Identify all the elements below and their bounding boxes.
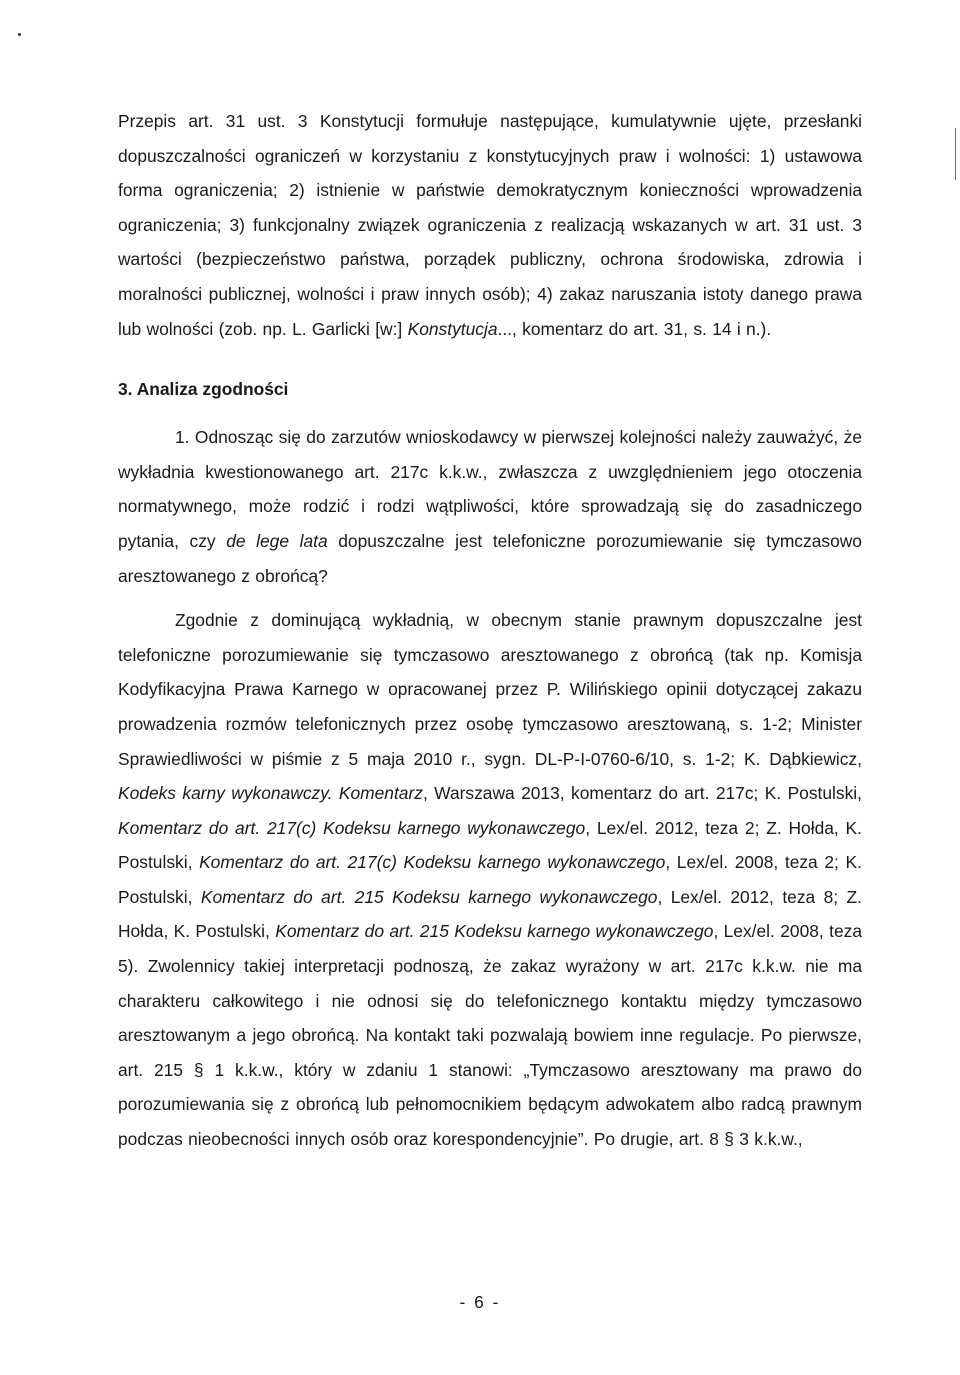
scan-artifact-dot [18,33,21,36]
page-number: - 6 - [459,1292,501,1312]
text-run: Przepis art. 31 ust. 3 Konstytucji formułuje następujące, kumulatywnie ujęte, przesłanki dopuszczalności ograniczeń w korzystaniu z konstytucyjnych praw i wolności: 1) ustawowa forma ograniczenia; 2) istnienie w państwie demokratycznym konieczności wprowadzenia ograniczenia; 3) funkcjonalny związek ograniczenia z realizacją wskazanych w art. 31 ust. 3 wartości (bezpieczeństwo państwa, porządek publiczny, ochrona środowiska, zdrowia i moralności publicznej, wolności i praw innych osób); 4) zakaz naruszania istoty danego prawa lub wolności (zob. np. L. Garlicki [w:] [118,111,862,339]
text-run: , Lex/el. 2012, teza 2; Z. Hołda, K. Postulski, [118,817,862,873]
italic-citation: Komentarz do art. 215 Kodeksu karnego wykonawczego [200,886,658,907]
text-run: ..., komentarz do art. 31, s. 14 i n.). [497,318,772,339]
section-heading: 3. Analiza zgodności [118,379,289,400]
text-run: Zgodnie z dominującą wykładnią, w obecnym stanie prawnym dopuszczalne jest telefoniczne porozumiewanie się tymczasowo aresztowanego z obrońcą (tak np. Komisja Kodyfikacyjna Prawa Karnego w opracowanej przez P. Wilińskiego opinii dotyczącej zakazu prowadzenia rozmów telefonicznych przez osobę tymczasowo aresztowaną, s. 1-2; Minister Sprawiedliwości w piśmie z 5 maja 2010 r., sygn. DL-P-I-0760-6/10, s. 1-2; K. Dąbkiewicz, [118,610,862,769]
italic-citation: de lege lata [226,530,328,551]
analysis-paragraph-2 [118,603,862,1157]
text-run: 1. Odnosząc się do zarzutów wnioskodawcy w pierwszej kolejności należy zauważyć, że wykładnia kwestionowanego art. 217c k.k.w., zwłaszcza z uwzględnieniem jego otoczenia normatywnego, może rodzić i rodzi wątpliwości, które sprowadzają się do zasadniczego pytania, czy [118,427,862,551]
document-page [118,104,862,1157]
text-run: , Lex/el. 2012, teza 8; Z. Hołda, K. Postulski, [118,886,862,942]
analysis-paragraph-1 [118,420,862,593]
intro-paragraph [118,104,862,346]
italic-citation: Kodeks karny wykonawczy. Komentarz [118,783,423,804]
text-run: dopuszczalne jest telefoniczne porozumiewanie się tymczasowo aresztowanego z obrońcą? [118,530,862,586]
italic-citation: Konstytucja [407,318,498,339]
text-run: , Warszawa 2013, komentarz do art. 217c; K. Postulski, [422,783,862,804]
italic-citation: Komentarz do art. 217(c) Kodeksu karnego wykonawczego [199,852,666,873]
italic-citation: Komentarz do art. 217(c) Kodeksu karnego wykonawczego [118,817,586,838]
text-run: , Lex/el. 2008, teza 5). Zwolennicy takiej interpretacji podnoszą, że zakaz wyrażony w art. 217c k.k.w. nie ma charakteru całkowitego i nie odnosi się do telefonicznego kontaktu między tymczasowo aresztowanym a jego obrońcą. Na kontakt taki pozwalają bowiem inne regulacje. Po pierwsze, art. 215 § 1 k.k.w., który w zdaniu 1 stanowi: „Tymczasowo aresztowany ma prawo do porozumiewania się z obrońcą lub pełnomocnikiem będącym adwokatem albo radcą prawnym podczas nieobecności innych osób oraz korespondencyjnie”. Po drugie, art. 8 § 3 k.k.w., [118,921,862,1150]
text-run: , Lex/el. 2008, teza 2; K. Postulski, [118,852,862,907]
scan-edge-line [955,128,956,180]
italic-citation: Komentarz do art. 215 Kodeksu karnego wykonawczego [275,921,714,942]
